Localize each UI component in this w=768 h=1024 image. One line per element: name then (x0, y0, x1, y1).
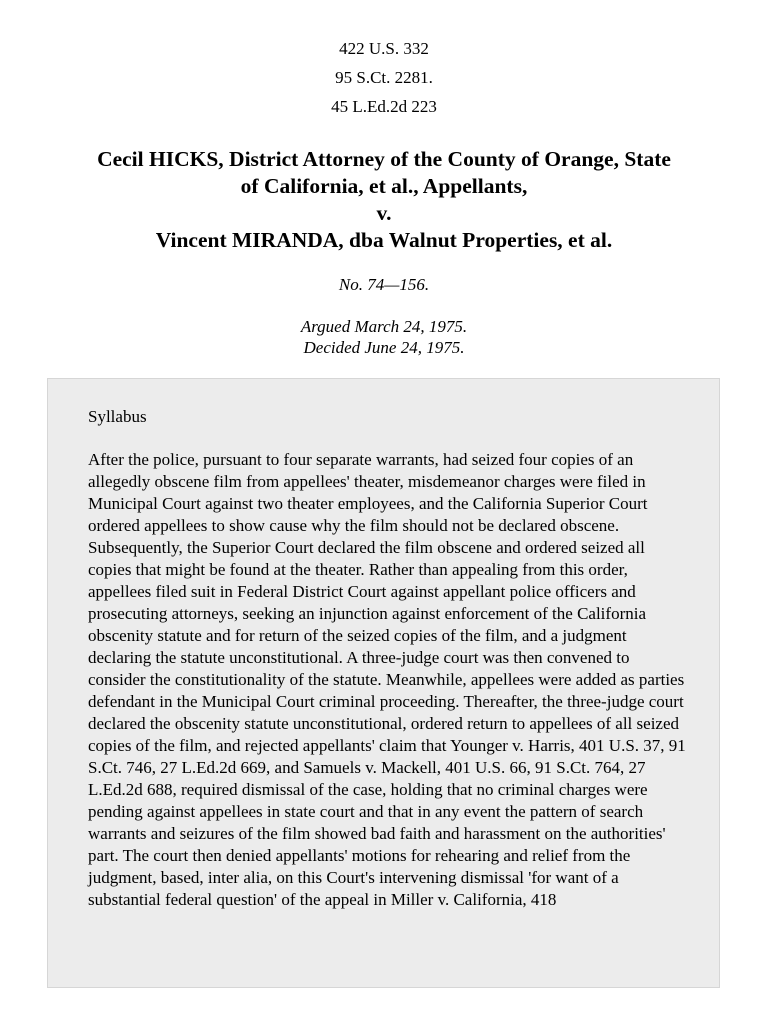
case-dates (0, 316, 768, 358)
case-title-line-3: Vincent MIRANDA, dba Walnut Properties, et al. (155, 228, 613, 252)
argued-date: Argued March 24, 1975. (300, 317, 468, 336)
case-title-versus: v. (376, 201, 392, 225)
citation-lawyers-edition: 45 L.Ed.2d 223 (331, 97, 437, 116)
citation-us-reports: 422 U.S. 332 (339, 39, 429, 58)
case-title (20, 146, 748, 254)
syllabus-box (47, 378, 720, 988)
syllabus-heading: Syllabus (88, 407, 147, 426)
docket-number: No. 74—156. (338, 275, 430, 294)
syllabus-body: After the police, pursuant to four separate warrants, had seized four copies of an allegedly obscene film from appellees' theater, misdemeanor charges were filed in Municipal Court against two theater employees, and the California Superior Court ordered appellees to show cause why the film should not be declared obscene. Subsequently, the Superior Court declared the film obscene and ordered seized all copies that might be found at the theater. Rather than appealing from this order, appellees filed suit in Federal District Court against appellant police officers and prosecuting attorneys, seeking an injunction against enforcement of the California obscenity statute and for return of the seized copies of the film, and a judgment declaring the statute unconstitutional. A three-judge court was then convened to consider the constitutionality of the statute. Meanwhile, appellees were added as parties defendant in the Municipal Court criminal proceeding. Thereafter, the three-judge court declared the obscenity statute unconstitutional, ordered return to appellees of all seized copies of the film, and rejected appellants' claim that Younger v. Harris, 401 U.S. 37, 91 S.Ct. 746, 27 L.Ed.2d 669, and Samuels v. Mackell, 401 U.S. 66, 91 S.Ct. 764, 27 L.Ed.2d 688, required dismissal of the case, holding that no criminal charges were pending against appellees in state court and that in any event the pattern of search warrants and seizures of the film showed bad faith and harassment on the authorities' part. The court then denied appellants' motions for rehearing and relief from the judgment, based, inter alia, on this Court's intervening dismissal 'for want of a substantial federal question' of the appeal in Miller v. California, 418 (88, 450, 686, 909)
case-title-line-1: Cecil HICKS, District Attorney of the County of Orange, State (97, 147, 671, 171)
case-title-line-2: of California, et al., Appellants, (240, 174, 528, 198)
citation-supreme-court-reporter: 95 S.Ct. 2281. (335, 68, 433, 87)
decided-date: Decided June 24, 1975. (303, 338, 465, 357)
citations (0, 34, 768, 121)
